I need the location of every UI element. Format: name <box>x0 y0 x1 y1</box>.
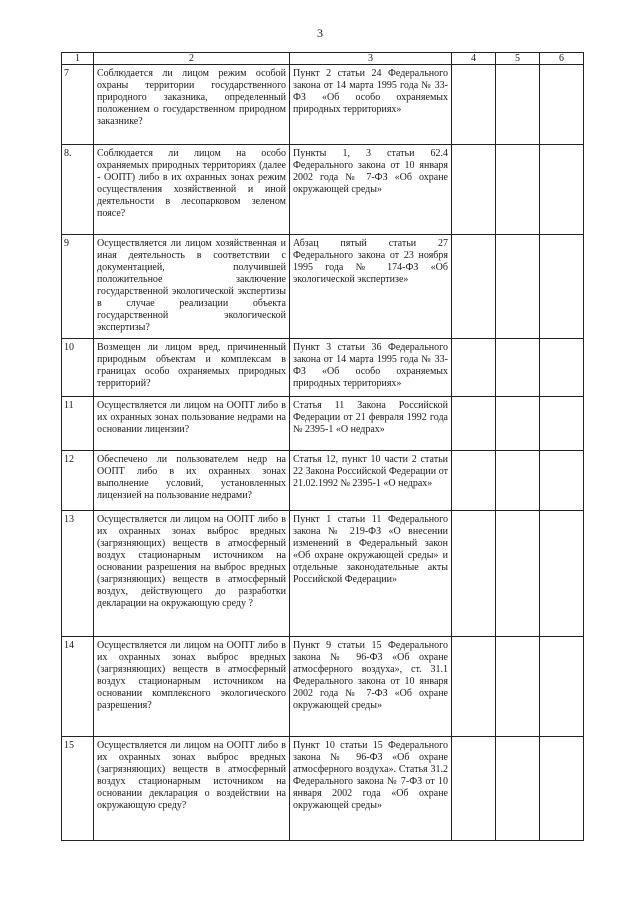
row-number: 13 <box>64 514 74 525</box>
legal-reference: Пункт 2 статьи 24 Федерального закона от 14 марта 1995 года № 33-ФЗ «Об особо охраняемых природных территориях» <box>293 68 448 115</box>
answer-cell-na[interactable] <box>540 339 584 397</box>
row-number: 7 <box>64 68 69 79</box>
table-row <box>62 737 584 841</box>
table-row <box>62 637 584 737</box>
requirement-question: Осуществляется ли лицом на ООПТ либо в их охранных зонах пользование недрами на основании лицензии? <box>97 400 286 435</box>
answer-cell-no[interactable] <box>496 339 540 397</box>
page-number: 3 <box>317 26 323 40</box>
answer-cell-na[interactable] <box>540 511 584 637</box>
answer-cell-no[interactable] <box>496 145 540 235</box>
checklist-table <box>61 52 584 841</box>
answer-cell-na[interactable] <box>540 145 584 235</box>
legal-reference: Статья 12, пункт 10 части 2 статьи 22 Закона Российской Федерации от 21.02.1992 № 2395-1 «О недрах» <box>293 454 448 489</box>
legal-reference: Пункт 9 статьи 15 Федерального закона № 96-ФЗ «Об охране атмосферного воздуха», ст. 31.1 Федерального закона от 10 января 2002 года № 7-ФЗ «Об охране окружающей среды» <box>293 640 448 711</box>
row-number: 12 <box>64 454 74 465</box>
row-number: 15 <box>64 740 74 751</box>
requirement-question: Осуществляется ли лицом на ООПТ либо в их охранных зонах выброс вредных (загрязняющих) веществ в атмосферный воздух стационарным источником на основании разрешения на выброс вредных (загрязняющих) веществ в атмосферный воздух, действующего до разработки декларации на окружающую среду ? <box>97 514 286 609</box>
header-col-5: 5 <box>496 53 540 65</box>
table-row <box>62 397 584 451</box>
answer-cell-yes[interactable] <box>452 145 496 235</box>
requirement-question: Соблюдается ли лицом на особо охраняемых природных территориях (далее - ООПТ) либо в их охранных зонах режим осуществления хозяйственной и иной деятельности в лесопарковом зеленом поясе? <box>97 148 286 219</box>
row-number: 8. <box>64 148 72 159</box>
table-row <box>62 235 584 339</box>
answer-cell-na[interactable] <box>540 451 584 511</box>
header-col-3: 3 <box>290 53 452 65</box>
table-row <box>62 451 584 511</box>
header-col-4: 4 <box>452 53 496 65</box>
answer-cell-yes[interactable] <box>452 65 496 145</box>
row-number: 11 <box>64 400 74 411</box>
legal-reference: Пункт 1 статьи 11 Федерального закона № 219-ФЗ «О внесении изменений в Федеральный закон «Об охране окружающей среды» и отдельные законодательные акты Российской Федерации» <box>293 514 448 585</box>
answer-cell-no[interactable] <box>496 451 540 511</box>
header-col-2: 2 <box>94 53 290 65</box>
requirement-question: Осуществляется ли лицом хозяйственная и иная деятельность в соответствии с документацией, получившей положительное заключение государственной экологической экспертизы в случае реализации объекта государственной экологической экспертизы? <box>97 238 286 333</box>
answer-cell-no[interactable] <box>496 637 540 737</box>
legal-reference: Пункты 1, 3 статьи 62.4 Федерального закона от 10 января 2002 года № 7-ФЗ «Об охране окружающей среды» <box>293 148 448 195</box>
answer-cell-no[interactable] <box>496 737 540 841</box>
row-number: 10 <box>64 342 74 353</box>
answer-cell-yes[interactable] <box>452 235 496 339</box>
table-row <box>62 145 584 235</box>
requirement-question: Осуществляется ли лицом на ООПТ либо в их охранных зонах выброс вредных (загрязняющих) веществ в атмосферный воздух стационарным источником на основании декларация о воздействии на окружающую среду? <box>97 740 286 811</box>
answer-cell-no[interactable] <box>496 397 540 451</box>
table-row <box>62 339 584 397</box>
table-row <box>62 65 584 145</box>
answer-cell-na[interactable] <box>540 65 584 145</box>
answer-cell-yes[interactable] <box>452 451 496 511</box>
answer-cell-na[interactable] <box>540 235 584 339</box>
legal-reference: Абзац пятый статьи 27 Федерального закона от 23 ноября 1995 года № 174-ФЗ «Об экологической экспертизе» <box>293 238 448 285</box>
legal-reference: Пункт 3 статьи 36 Федерального закона от 14 марта 1995 года № 33-ФЗ «Об особо охраняемых природных территориях» <box>293 342 448 389</box>
answer-cell-yes[interactable] <box>452 339 496 397</box>
legal-reference: Статья 11 Закона Российской Федерации от 21 февраля 1992 года № 2395-1 «О недрах» <box>293 400 448 435</box>
answer-cell-yes[interactable] <box>452 637 496 737</box>
answer-cell-na[interactable] <box>540 637 584 737</box>
answer-cell-yes[interactable] <box>452 737 496 841</box>
requirement-question: Возмещен ли лицом вред, причиненный природным объектам и комплексам в границах особо охраняемых природных территорий? <box>97 342 286 389</box>
answer-cell-no[interactable] <box>496 511 540 637</box>
answer-cell-yes[interactable] <box>452 397 496 451</box>
requirement-question: Обеспечено ли пользователем недр на ООПТ либо в их охранных зонах выполнение условий, установленных лицензией на пользование недрами? <box>97 454 286 501</box>
row-number: 9 <box>64 238 69 249</box>
answer-cell-no[interactable] <box>496 235 540 339</box>
answer-cell-no[interactable] <box>496 65 540 145</box>
header-col-6: 6 <box>540 53 584 65</box>
answer-cell-na[interactable] <box>540 397 584 451</box>
requirement-question: Соблюдается ли лицом режим особой охраны территории государственного природного заказника, определенный положением о государственном природном заказнике? <box>97 68 286 127</box>
answer-cell-na[interactable] <box>540 737 584 841</box>
table-row <box>62 511 584 637</box>
answer-cell-yes[interactable] <box>452 511 496 637</box>
requirement-question: Осуществляется ли лицом на ООПТ либо в их охранных зонах выброс вредных (загрязняющих) веществ в атмосферный воздух стационарным источником на основании комплексного экологического разрешения? <box>97 640 286 711</box>
header-row <box>62 53 584 65</box>
legal-reference: Пункт 10 статьи 15 Федерального закона № 96-ФЗ «Об охране атмосферного воздуха». Статья 31.2 Федерального закона № 7-ФЗ от 10 января 2002 года «Об охране окружающей среды» <box>293 740 448 811</box>
row-number: 14 <box>64 640 74 651</box>
header-col-1: 1 <box>62 53 94 65</box>
